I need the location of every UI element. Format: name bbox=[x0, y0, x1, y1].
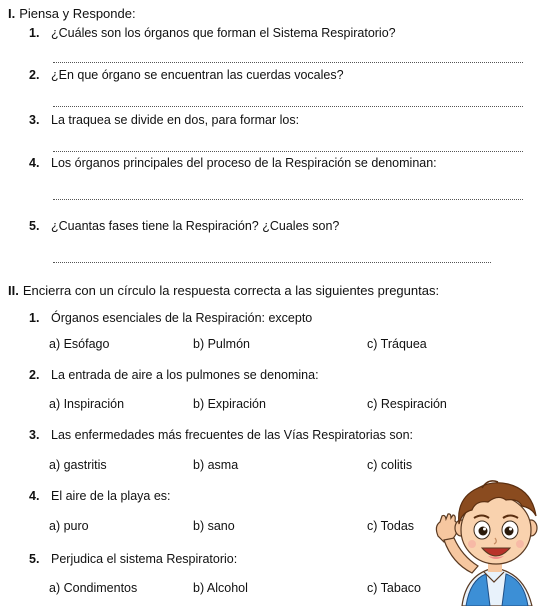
option-c[interactable]: c) Tráquea bbox=[367, 337, 427, 351]
question-text: Las enfermedades más frecuentes de las Vías Respiratorias son: bbox=[51, 428, 413, 442]
answer-line[interactable] bbox=[53, 106, 523, 107]
question-number: 5. bbox=[29, 552, 40, 566]
s2-question-4 bbox=[29, 489, 171, 503]
question-text: La entrada de aire a los pulmones se denomina: bbox=[51, 368, 319, 382]
option-b[interactable]: b) Alcohol bbox=[193, 581, 248, 595]
option-b[interactable]: b) sano bbox=[193, 519, 235, 533]
question-number: 1. bbox=[29, 26, 40, 40]
s1-question-1 bbox=[29, 26, 396, 40]
question-text: La traquea se divide en dos, para formar los: bbox=[51, 113, 300, 127]
question-number: 4. bbox=[29, 489, 40, 503]
option-c[interactable]: c) Todas bbox=[367, 519, 415, 533]
s2-question-1 bbox=[29, 311, 312, 325]
option-c[interactable]: c) Respiración bbox=[367, 397, 447, 411]
answer-line[interactable] bbox=[53, 199, 523, 200]
section-1-title: Piensa y Responde: bbox=[19, 6, 136, 21]
s1-question-3 bbox=[29, 113, 299, 127]
answer-line[interactable] bbox=[53, 262, 491, 263]
s2-question-2 bbox=[29, 368, 319, 382]
question-number: 2. bbox=[29, 368, 40, 382]
question-text: ¿Cuantas fases tiene la Respiración? ¿Cuales son? bbox=[51, 219, 340, 233]
question-text: Los órganos principales del proceso de la Respiración se denominan: bbox=[51, 156, 437, 170]
cartoon-boy-illustration bbox=[432, 478, 557, 606]
s2-question-3 bbox=[29, 428, 413, 442]
section-1-heading bbox=[8, 6, 136, 21]
option-a[interactable]: a) Condimentos bbox=[49, 581, 138, 595]
question-text: ¿En que órgano se encuentran las cuerdas vocales? bbox=[51, 68, 344, 82]
section-2-heading bbox=[8, 283, 439, 298]
option-a[interactable]: a) puro bbox=[49, 519, 89, 533]
option-b[interactable]: b) Pulmón bbox=[193, 337, 250, 351]
question-number: 3. bbox=[29, 428, 40, 442]
question-text: ¿Cuáles son los órganos que forman el Sistema Respiratorio? bbox=[51, 26, 396, 40]
question-number: 1. bbox=[29, 311, 40, 325]
option-c[interactable]: c) colitis bbox=[367, 458, 413, 472]
option-b[interactable]: b) Expiración bbox=[193, 397, 266, 411]
question-number: 2. bbox=[29, 68, 40, 82]
question-text: Perjudica el sistema Respiratorio: bbox=[51, 552, 238, 566]
section-1-numeral: I. bbox=[8, 6, 16, 21]
answer-line[interactable] bbox=[53, 151, 523, 152]
question-number: 4. bbox=[29, 156, 40, 170]
s1-question-2 bbox=[29, 68, 344, 82]
option-a[interactable]: a) gastritis bbox=[49, 458, 107, 472]
section-2-title: Encierra con un círculo la respuesta correcta a las siguientes preguntas: bbox=[22, 283, 440, 298]
question-number: 5. bbox=[29, 219, 40, 233]
option-a[interactable]: a) Inspiración bbox=[49, 397, 125, 411]
option-c[interactable]: c) Tabaco bbox=[367, 581, 421, 595]
question-text: Órganos esenciales de la Respiración: excepto bbox=[51, 311, 313, 325]
question-text: El aire de la playa es: bbox=[51, 489, 171, 503]
option-b[interactable]: b) asma bbox=[193, 458, 239, 472]
s2-question-5 bbox=[29, 552, 237, 566]
question-number: 3. bbox=[29, 113, 40, 127]
option-a[interactable]: a) Esófago bbox=[49, 337, 110, 351]
section-2-numeral: II. bbox=[8, 283, 19, 298]
s1-question-4 bbox=[29, 156, 437, 170]
answer-line[interactable] bbox=[53, 62, 523, 63]
s1-question-5 bbox=[29, 219, 339, 233]
